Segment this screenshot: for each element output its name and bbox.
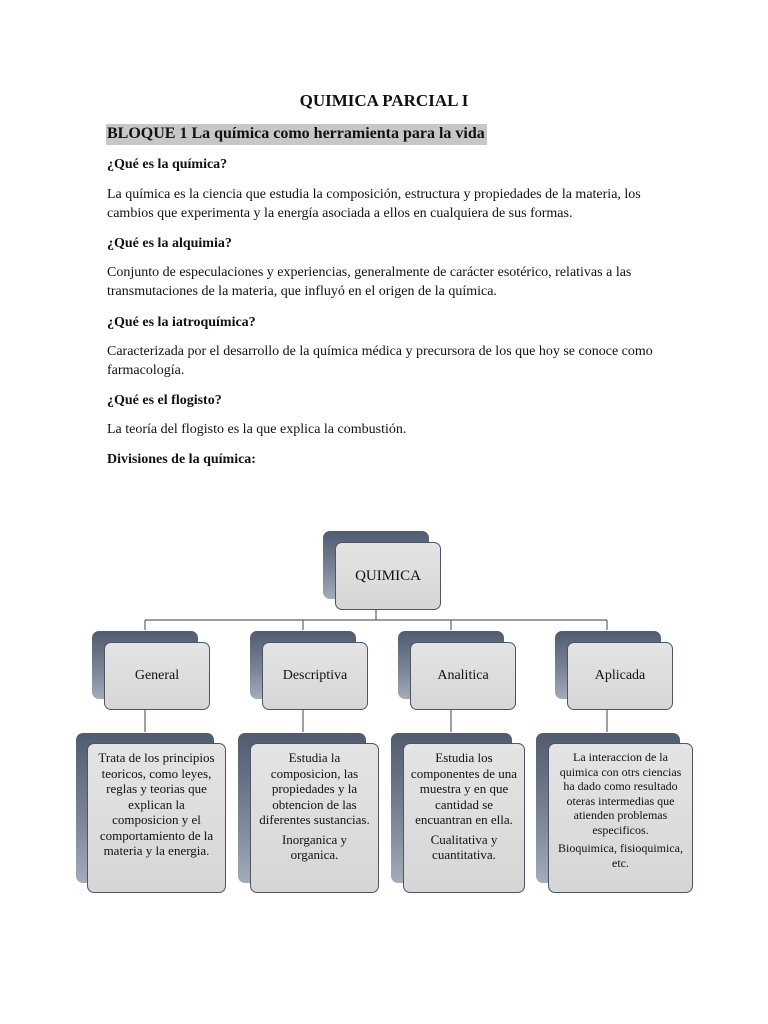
- question-alquimia: ¿Qué es la alquimia?: [107, 236, 232, 251]
- aplicada-description: La interaccion de la quimica con otrs ciencias ha dado como resultado oteras intermedias que atienden problemas especificos.: [559, 750, 682, 837]
- aplicada-box: [567, 642, 673, 710]
- analitica-extra: Cualitativa y cuantitativa.: [430, 831, 498, 862]
- aplicada-label: Aplicada: [594, 668, 646, 683]
- root-label: QUIMICA: [355, 567, 421, 584]
- descriptiva-extra: Inorganica y organica.: [281, 831, 348, 862]
- aplicada-desc-box: [548, 743, 693, 893]
- divisions-heading: Divisiones de la química:: [107, 452, 256, 467]
- answer-alquimia: Conjunto de especulaciones y experiencias, generalmente de carácter esotérico, relativas a las transmutaciones de la materia, que influyó en el origen de la química.: [107, 265, 632, 299]
- root-box: [335, 542, 441, 610]
- analitica-label: Analitica: [437, 668, 489, 683]
- question-flogisto: ¿Qué es el flogisto?: [107, 393, 222, 408]
- aplicada-extra: Bioquimica, fisioquimica, etc.: [558, 841, 683, 870]
- general-label: General: [134, 668, 180, 683]
- descriptiva-desc-box: [250, 743, 379, 893]
- general-description: Trata de los principios teoricos, como leyes, reglas y teorias que explican la composicion y el comportamiento de la materia y la energia.: [98, 750, 215, 858]
- block-heading: BLOQUE 1 La química como herramienta para la vida: [106, 124, 487, 145]
- descriptiva-description: Estudia la composicion, las propiedades y la obtencion de las diferentes sustancias.: [259, 750, 370, 827]
- general-desc-box: [87, 743, 226, 893]
- answer-flogisto: La teoría del flogisto es la que explica la combustión.: [107, 422, 407, 437]
- question-iatroquimica: ¿Qué es la iatroquímica?: [107, 315, 256, 330]
- answer-quimica: La química es la ciencia que estudia la composición, estructura y propiedades de la materia, los cambios que experimenta y la energía asociada a ellos en cualquiera de sus formas.: [107, 187, 641, 221]
- page-title: QUIMICA PARCIAL I: [299, 91, 469, 110]
- answer-iatroquimica: Caracterizada por el desarrollo de la química médica y precursora de los que hoy se conoce como farmacología.: [107, 344, 653, 378]
- question-quimica: ¿Qué es la química?: [107, 157, 228, 172]
- analitica-description: Estudia los componentes de una muestra y en que cantidad se encuantran en ella.: [410, 750, 518, 827]
- descriptiva-label: Descriptiva: [282, 668, 348, 683]
- analitica-box: [410, 642, 516, 710]
- general-box: [104, 642, 210, 710]
- descriptiva-box: [262, 642, 368, 710]
- analitica-desc-box: [403, 743, 525, 893]
